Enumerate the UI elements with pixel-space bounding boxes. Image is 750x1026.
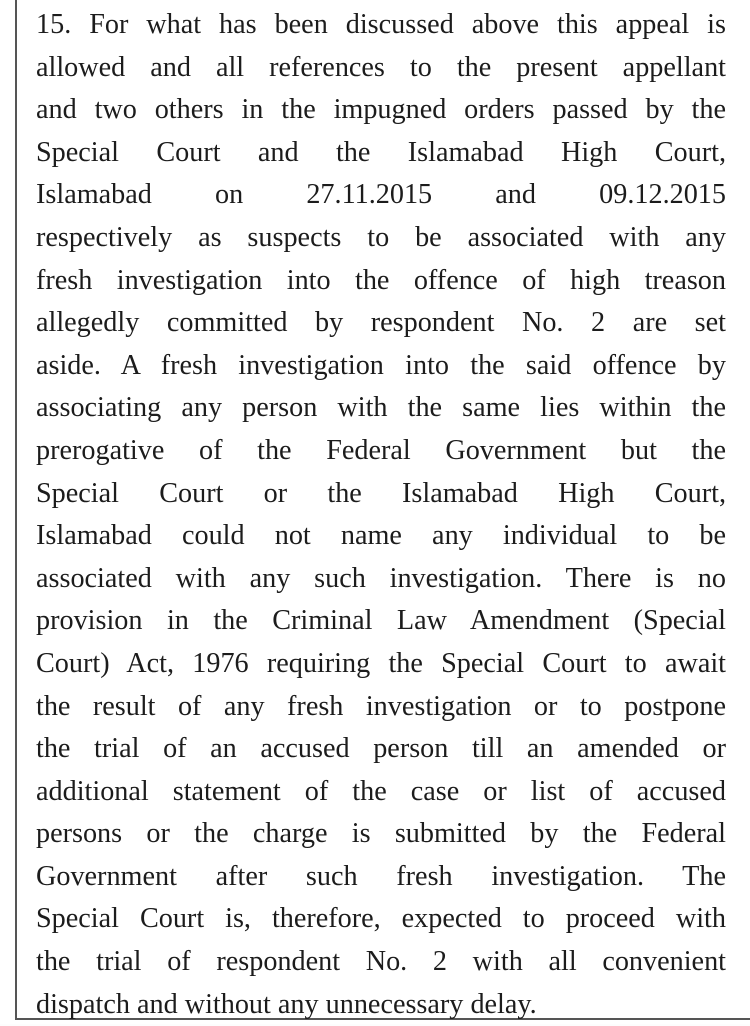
text-line: and two others in the impugned orders passed by the (36, 94, 726, 126)
text-line: associated with any such investigation. There is no (36, 562, 726, 594)
text-line: Islamabad could not name any individual to be (36, 520, 726, 552)
text-line: additional statement of the case or list of accused (36, 775, 726, 807)
text-line-last: dispatch and without any unnecessary delay. (36, 988, 537, 1020)
text-line: persons or the charge is submitted by the Federal (36, 818, 726, 850)
paragraph-15 (36, 4, 726, 1026)
text-line: provision in the Criminal Law Amendment (Special (36, 605, 726, 637)
text-line: respectively as suspects to be associated with any (36, 221, 726, 253)
text-line: Special Court or the Islamabad High Court, (36, 477, 726, 509)
text-line: Islamabad on 27.11.2015 and 09.12.2015 (36, 179, 726, 211)
text-line: allowed and all references to the present appellant (36, 51, 726, 83)
text-line: aside. A fresh investigation into the said offence by (36, 349, 726, 381)
text-line: associating any person with the same lies within the (36, 392, 726, 424)
text-line: fresh investigation into the offence of high treason (36, 264, 726, 296)
text-line: the trial of respondent No. 2 with all convenient (36, 946, 726, 978)
text-line: the result of any fresh investigation or to postpone (36, 690, 726, 722)
text-line: Court) Act, 1976 requiring the Special Court to await (36, 647, 726, 679)
text-line: Special Court and the Islamabad High Court, (36, 136, 726, 168)
text-line: allegedly committed by respondent No. 2 are set (36, 307, 726, 339)
text-line: prerogative of the Federal Government but the (36, 434, 726, 466)
text-line: 15. For what has been discussed above this appeal is (36, 9, 726, 40)
text-line: Special Court is, therefore, expected to proceed with (36, 903, 726, 935)
left-margin-rule (15, 0, 17, 1020)
text-line: Government after such fresh investigation. The (36, 860, 726, 892)
text-line: the trial of an accused person till an amended or (36, 733, 726, 765)
